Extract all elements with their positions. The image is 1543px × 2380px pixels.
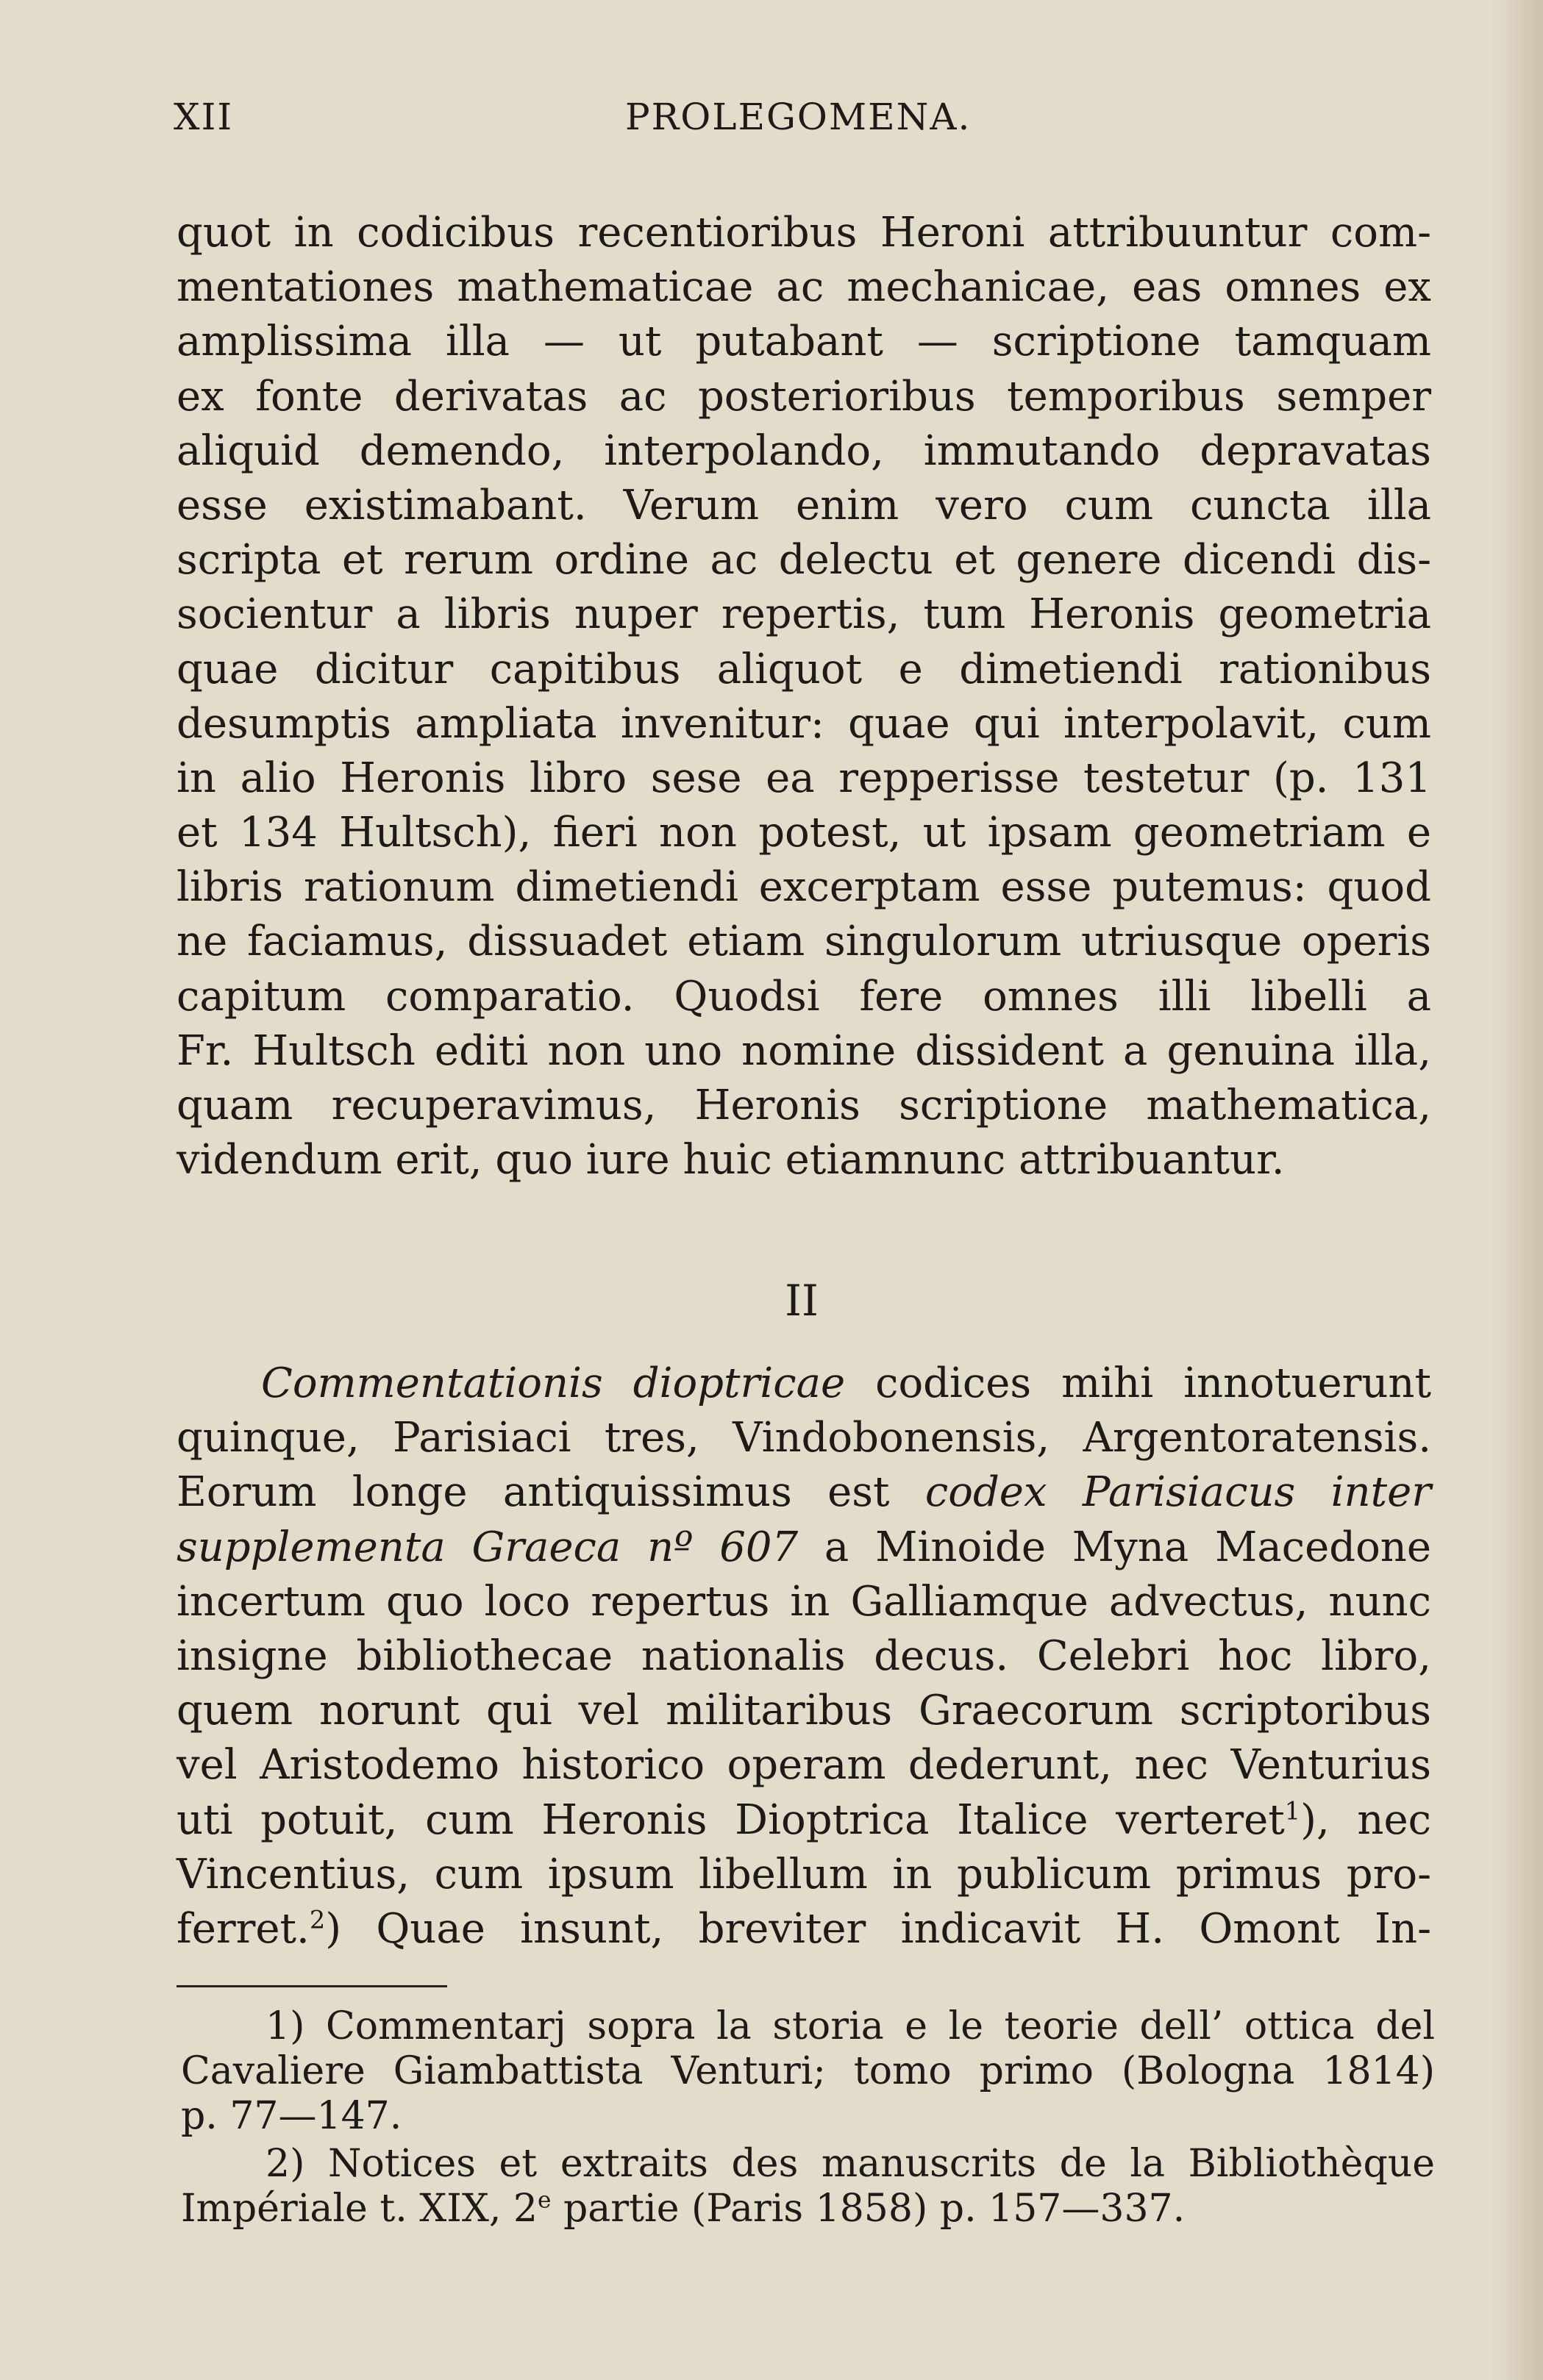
italic-title: Commentationis dioptricae [261,1359,846,1407]
text-line: capitum comparatio. Quodsi fere omnes illi libelli a [177,972,1431,1021]
text-span: ) Quae insunt, breviter indicavit H. Omont In- [325,1904,1431,1953]
superscript: e [538,2187,552,2214]
running-title: PROLEGOMENA. [625,96,972,138]
text-line: ne faciamus, dissuadet etiam singulorum utriusque operis [177,918,1431,966]
text-line: libris rationum dimetiendi excerptam esse putemus: quod [177,863,1431,912]
text-line [177,1357,1431,1411]
text-line: socientur a libris nuper repertis, tum Heronis geometria [177,590,1431,639]
page-gutter-shadow [1492,0,1543,2380]
page-header [174,96,1431,147]
text-span: ferret. [177,1904,310,1953]
text-line [177,1465,1431,1520]
footnote-2-line [181,2187,1435,2231]
text-span: Eorum longe antiquissimus est [177,1468,925,1517]
section-number: II [785,1276,819,1326]
text-line: mentationes mathematicae ac mechanicae, eas omnes ex [177,263,1431,312]
text-line: amplissima illa — ut putabant — scriptione tamquam [177,318,1431,366]
footnote-separator [177,1985,447,1987]
text-line: quam recuperavimus, Heronis scriptione mathematica, [177,1082,1431,1129]
text-line: videndum erit, quo iure huic etiamnunc attribuantur. [177,1136,1285,1184]
text-line: esse existimabant. Verum enim vero cum cuncta illa [177,481,1431,529]
text-line: ex fonte derivatas ac posterioribus temporibus semper [177,372,1431,421]
text-span: partie (Paris 1858) p. 157—337. [551,2187,1186,2231]
text-span: uti potuit, cum Heronis Dioptrica Italice verteret [177,1795,1285,1844]
italic-codex-name: codex Parisiacus inter [924,1468,1431,1517]
text-line: quem norunt qui vel militaribus Graecorum scriptoribus [177,1687,1431,1735]
text-line: quinque, Parisiaci tres, Vindobonensis, Argentoratensis. [177,1414,1431,1462]
footnote-1-line: p. 77—147. [181,2094,402,2138]
text-line: incertum quo loco repertus in Galliamque advectus, nunc [177,1577,1431,1626]
text-line: desumptis ampliata invenitur: quae qui interpolavit, cum [177,699,1431,748]
text-line [177,1520,1431,1575]
text-line: vel Aristodemo historico operam dederunt, nec Venturius [177,1741,1431,1790]
footnote-2-line: 2) Notices et extraits des manuscrits de la Bibliothèque [266,2142,1435,2186]
footnotes [181,2004,1435,2231]
text-span: ), nec [1300,1795,1431,1844]
footnote-1-line: Cavaliere Giambattista Venturi; tomo primo (Bologna 1814) [181,2049,1435,2093]
italic-codex-name: supplementa Graeca nº 607 [177,1523,799,1571]
text-span: Impériale t. XIX, 2 [181,2187,538,2231]
text-span: codices mihi innotuerunt [845,1359,1431,1407]
text-line: Fr. Hultsch editi non uno nomine dissident a genuina illa, [177,1026,1431,1075]
text-line: et 134 Hultsch), fieri non potest, ut ipsam geometriam e [177,809,1431,857]
text-line [177,1902,1431,1956]
paragraph-2 [177,1357,1431,1956]
text-line: quot in codicibus recentioribus Heroni attribuuntur com- [177,209,1431,257]
text-line: quae dicitur capitibus aliquot e dimetiendi rationibus [177,645,1431,693]
footnote-ref-1: 1 [1284,1795,1301,1825]
text-line: aliquid demendo, interpolando, immutando depravatas [177,426,1431,475]
paragraph-1 [177,206,1431,1187]
footnote-1-line: 1) Commentarj sopra la storia e le teorie dell’ ottica del [266,2004,1435,2048]
text-span: a Minoide Myna Macedone [798,1523,1432,1571]
text-line: scripta et rerum ordine ac delectu et genere dicendi dis- [177,536,1431,585]
footnote-ref-2: 2 [309,1905,326,1934]
page-number: XII [174,96,234,138]
text-line: insigne bibliothecae nationalis decus. Celebri hoc libro, [177,1632,1431,1680]
text-line [177,1793,1431,1848]
text-line: Vincentius, cum ipsum libellum in publicum primus pro- [177,1850,1431,1898]
text-line: in alio Heronis libro sese ea repperisse testetur (p. 131 [177,754,1431,802]
